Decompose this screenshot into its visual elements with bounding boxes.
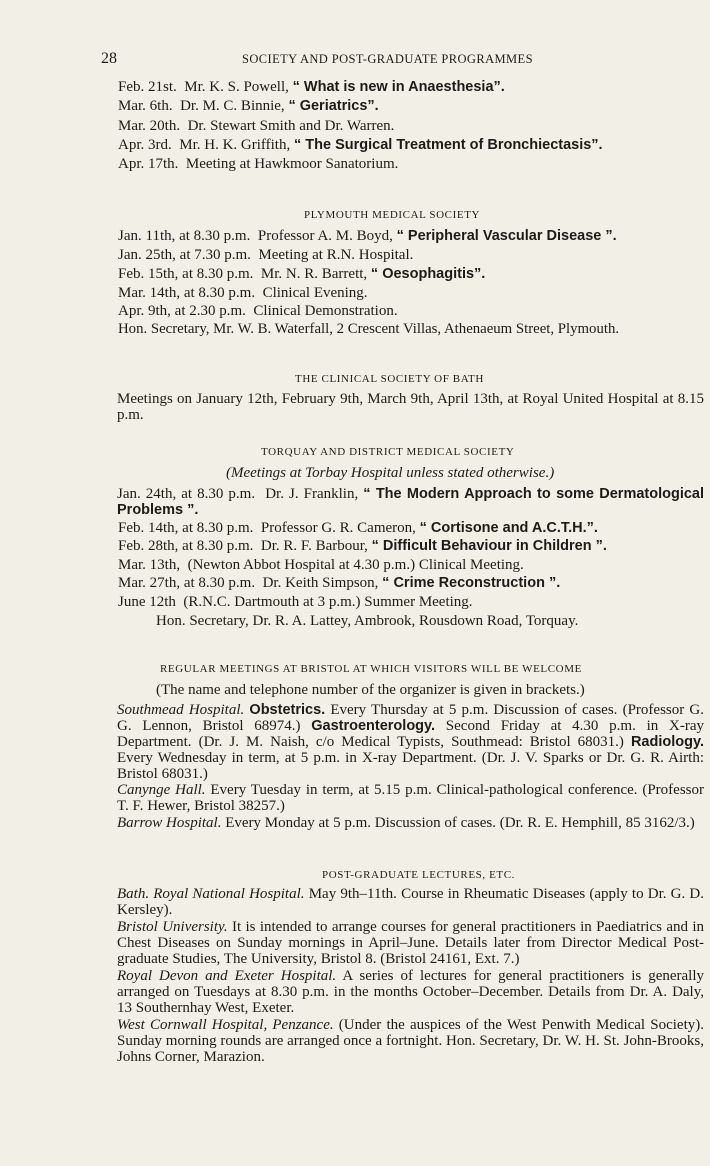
para-text: (Under the auspices of the West Penwith Medical Society). Sunday morning rounds are arranged once a fortnight. Hon. Secretary, Dr. W. H. St. John-Brooks, Johns Corner, Marazion.	[117, 1017, 705, 1065]
plymouth-item	[118, 246, 413, 264]
plymouth-item	[118, 302, 398, 320]
plymouth-item	[118, 265, 485, 283]
torquay-note: (Meetings at Torbay Hospital unless stated otherwise.)	[226, 465, 555, 481]
item-text: Dr. Stewart Smith and Dr. Warren.	[187, 118, 395, 134]
canynge-paragraph	[101, 782, 704, 814]
item-text: Dr. J. Franklin,	[265, 486, 364, 502]
item-text: Dr. R. F. Barbour,	[260, 538, 372, 554]
plymouth-secretary: Hon. Secretary, Mr. W. B. Waterfall, 2 Crescent Villas, Athenaeum Street, Plymouth.	[118, 321, 620, 337]
item-text: Clinical Demonstration.	[253, 303, 398, 319]
place-name: Canynge Hall.	[117, 782, 206, 798]
item-date: Apr. 9th, at 2.30 p.m.	[118, 303, 246, 319]
pg-exeter-paragraph	[101, 968, 704, 1016]
item-date: Mar. 20th.	[118, 118, 181, 134]
item-date: Feb. 15th, at 8.30 p.m.	[118, 266, 254, 282]
item-text: Professor G. R. Cameron,	[260, 520, 420, 536]
item-text: Mr. K. S. Powell,	[184, 79, 293, 95]
item-title: “ The Surgical Treatment of Bronchiectasis”.	[293, 137, 603, 153]
bath-text: Meetings on January 12th, February 9th, March 9th, April 13th, at Royal United Hospital at 8.15 p.m.	[117, 391, 704, 423]
para-text: A series of lectures for general practitioners is generally arranged on Tuesdays at 8.30 p.m. in the months October–December. Details from Dr. A. Daly, 13 Southernhay West, Exeter.	[117, 968, 705, 1016]
section-heading-bristol: REGULAR MEETINGS AT BRISTOL AT WHICH VISITORS WILL BE WELCOME	[160, 663, 582, 675]
para-text: Second Friday at 4.30 p.m. in X-ray Department. (Dr. J. M. Naish, c/o Medical Typists, Southmead: Bristol 68031.)	[117, 718, 704, 750]
section-heading-bath: THE CLINICAL SOCIETY OF BATH	[295, 373, 484, 385]
item-text: Mr. H. K. Griffith,	[179, 137, 294, 153]
place-name: Barrow Hospital.	[117, 815, 222, 831]
item-title: “ Oesophagitis”.	[370, 266, 486, 282]
item-text: Dr. Keith Simpson,	[262, 575, 383, 591]
item-text: Meeting at R.N. Hospital.	[258, 247, 414, 263]
item-date: Feb. 28th, at 8.30 p.m.	[118, 538, 254, 554]
para-text: May 9th–11th. Course in Rheumatic Diseases (apply to Dr. G. D. Kersley).	[117, 886, 705, 918]
item-text: Meeting at Hawkmoor Sanatorium.	[185, 156, 399, 172]
item-date: Mar. 14th, at 8.30 p.m.	[118, 285, 256, 301]
torquay-item	[118, 519, 598, 537]
item-date: Feb. 21st.	[118, 79, 177, 95]
barrow-paragraph	[101, 815, 704, 831]
pg-bath-paragraph	[101, 886, 704, 918]
section-heading-torquay: TORQUAY AND DISTRICT MEDICAL SOCIETY	[261, 446, 515, 458]
section-heading-plymouth: PLYMOUTH MEDICAL SOCIETY	[304, 209, 481, 221]
item-text: Mr. N. R. Barrett,	[260, 266, 371, 282]
item-date: Jan. 24th, at 8.30 p.m.	[117, 486, 256, 502]
prev-item	[118, 117, 394, 135]
pg-bristol-paragraph	[101, 919, 704, 967]
item-date: Apr. 3rd.	[118, 137, 172, 153]
para-text: Every Tuesday in term, at 5.15 p.m. Clinical-pathological conference. (Professor T. F. Hewer, Bristol 38257.)	[117, 782, 704, 814]
torquay-item	[118, 537, 607, 555]
item-date: Mar. 6th.	[118, 98, 173, 114]
item-title: “ Cortisone and A.C.T.H.”.	[419, 520, 598, 536]
item-date: Mar. 27th, at 8.30 p.m.	[118, 575, 256, 591]
para-text: Every Wednesday in term, at 5 p.m. in X-ray Department. (Dr. J. V. Sparks or Dr. G. R. Airth: Bristol 68031.)	[117, 750, 704, 782]
item-date: Apr. 17th.	[118, 156, 179, 172]
pg-penzance-paragraph	[101, 1017, 704, 1065]
item-date: Mar. 13th,	[118, 557, 181, 573]
torquay-item	[118, 574, 560, 592]
page-number: 28	[101, 50, 117, 67]
prev-item	[118, 97, 379, 115]
item-title: “ Difficult Behaviour in Children ”.	[371, 538, 607, 554]
topic: Gastroenterology.	[311, 718, 436, 734]
place-name: West Cornwall Hospital, Penzance.	[117, 1017, 334, 1033]
item-text: Dr. M. C. Binnie,	[180, 98, 289, 114]
topic: Obstetrics.	[249, 702, 326, 718]
item-date: Jan. 11th, at 8.30 p.m.	[118, 228, 251, 244]
item-title: “ The Modern Approach to some Dermatological Problems ”.	[117, 486, 705, 518]
para-text: It is intended to arrange courses for general practitioners in Paediatrics and in Chest Diseases on Sunday mornings in April–June. Details later from Director Medical Post-graduate Studies, The University, Bristol 8. (Bristol 24161, Ext. 7.)	[117, 919, 704, 967]
item-title: “ What is new in Anaesthesia”.	[292, 79, 505, 95]
item-text: Professor A. M. Boyd,	[257, 228, 397, 244]
para-text: Every Thursday at 5 p.m. Discussion of cases. (Professor G. G. Lennon, Bristol 68974.)	[117, 702, 704, 734]
prev-item	[118, 78, 505, 96]
item-text: (R.N.C. Dartmouth at 3 p.m.) Summer Meeting.	[183, 594, 473, 610]
item-text: (Newton Abbot Hospital at 4.30 p.m.) Clinical Meeting.	[187, 557, 524, 573]
para-text: Every Monday at 5 p.m. Discussion of cases. (Dr. R. E. Hemphill, 85 3162/3.)	[221, 815, 695, 831]
prev-item	[118, 136, 603, 154]
running-head: SOCIETY AND POST-GRADUATE PROGRAMMES	[242, 52, 533, 66]
plymouth-item	[118, 284, 368, 302]
item-text: Clinical Evening.	[262, 285, 368, 301]
item-title: “ Geriatrics”.	[288, 98, 379, 114]
item-date: June 12th	[118, 594, 176, 610]
place-name: Bath. Royal National Hospital.	[117, 886, 305, 902]
item-title: “ Peripheral Vascular Disease ”.	[396, 228, 617, 244]
torquay-item	[101, 486, 704, 518]
prev-item	[118, 155, 398, 173]
section-heading-postgrad: POST-GRADUATE LECTURES, ETC.	[322, 869, 516, 881]
place-name: Royal Devon and Exeter Hospital.	[117, 968, 337, 984]
place-name: Southmead Hospital.	[117, 702, 245, 718]
torquay-secretary: Hon. Secretary, Dr. R. A. Lattey, Ambrook, Rousdown Road, Torquay.	[156, 613, 579, 629]
bristol-note: (The name and telephone number of the organizer is given in brackets.)	[156, 682, 585, 698]
topic: Radiology.	[630, 734, 704, 750]
torquay-item	[118, 556, 524, 574]
item-date: Jan. 25th, at 7.30 p.m.	[118, 247, 251, 263]
item-title: “ Crime Reconstruction ”.	[382, 575, 561, 591]
place-name: Bristol University.	[117, 919, 228, 935]
plymouth-item	[118, 227, 617, 245]
torquay-item	[118, 593, 473, 611]
item-date: Feb. 14th, at 8.30 p.m.	[118, 520, 254, 536]
southmead-paragraph	[101, 702, 704, 782]
